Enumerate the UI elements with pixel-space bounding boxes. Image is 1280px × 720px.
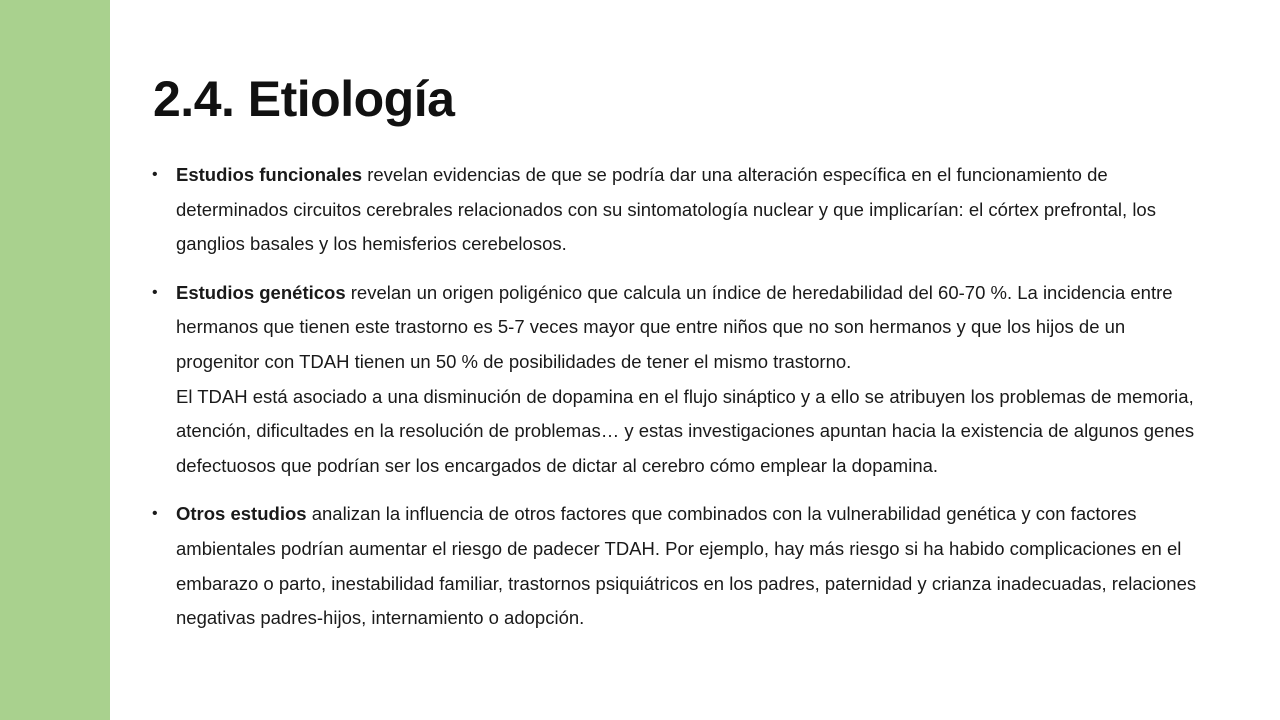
bullet-heading: Otros estudios [176,503,307,525]
bullet-dot-icon: • [152,283,158,301]
bullet-text: revelan un origen poligénico que calcula un índice de heredabilidad del 60-70 %. La incidencia entre hermanos que tienen este trastorno es 5-7 veces mayor que entre niños que no son hermanos y que los hijos de un progenitor con TDAH tienen un 50 % de posibilidades de tener el mismo trastorno. [176,281,1173,372]
bullet-text: revelan evidencias de que se podría dar una alteración específica en el funcionamiento de determinados circuitos cerebrales relacionados con su sintomatología nuclear y que implicarían: el córtex prefrontal, los ganglios basales y los hemisferios cerebelosos. [176,164,1156,255]
bullet-heading: Estudios funcionales [176,164,363,185]
bullet-item-functional-studies [152,158,1202,262]
bullet-dot-icon: • [152,505,158,523]
bullet-list [152,158,1202,650]
bullet-dot-icon: • [152,166,158,183]
bullet-item-other-studies [152,497,1202,635]
accent-side-bar [0,0,110,720]
bullet-item-genetic-studies [152,276,1202,484]
bullet-text-continuation: El TDAH está asociado a una disminución de dopamina en el flujo sináptico y a ello se atribuyen los problemas de memoria, atención, dificultades en la resolución de problemas… y estas investigaciones apuntan hacia la existencia de algunos genes defectuosos que podrían ser los encargados de dictar al cerebro cómo emplear la dopamina. [176,385,1195,476]
slide-title: 2.4. Etiología [153,71,455,127]
bullet-heading: Estudios genéticos [176,281,346,303]
bullet-text: analizan la influencia de otros factores que combinados con la vulnerabilidad genética y con factores ambientales podrían aumentar el riesgo de padecer TDAH. Por ejemplo, hay más riesgo si ha habido complicaciones en el embarazo o parto, inestabilidad familiar, trastornos psiquiátricos en los padres, paternidad y crianza inadecuadas, relaciones negativas padres-hijos, internamiento o adopción. [176,503,1197,629]
